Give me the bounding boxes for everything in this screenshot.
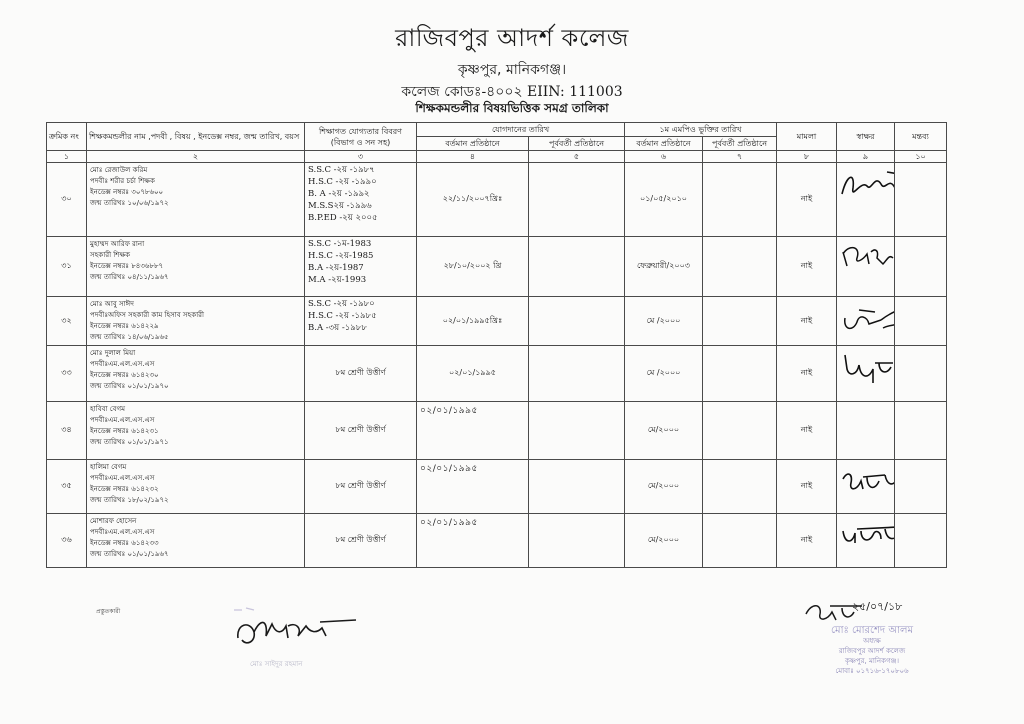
row-teacher-info (87, 346, 305, 402)
header-mpo-previous: পূর্ববর্তী প্রতিষ্ঠানে (703, 137, 777, 151)
row-mpo-current: মে/২০০০ (625, 402, 703, 460)
table-row (47, 163, 947, 237)
column-number: ৬ (625, 151, 703, 163)
row-serial: ৩৪ (47, 402, 87, 460)
teacher-table (46, 122, 947, 568)
row-join-current: ০২/০১/১৯৯৫ (417, 460, 529, 514)
teacher-index: ইনডেক্স নম্বরঃ ৬১৪২৩২ (90, 485, 159, 493)
column-number: ৪ (417, 151, 529, 163)
row-mpo-previous (703, 237, 777, 297)
row-education: ৮ম শ্রেণী উত্তীর্ণ (305, 460, 417, 514)
row-serial: ৩০ (47, 163, 87, 237)
column-number: ১০ (895, 151, 947, 163)
table-row (47, 460, 947, 514)
table-row (47, 514, 947, 568)
row-join-current: ০২/০১/১৯৯৫ (417, 514, 529, 568)
row-teacher-info (87, 514, 305, 568)
teacher-dob: জন্ম তারিখঃ ১৮/০২/১৯৭২ (90, 496, 169, 504)
header-remarks: মন্তব্য (895, 123, 947, 151)
header-mpo-current: বর্তমান প্রতিষ্ঠানে (625, 137, 703, 151)
row-case: নাই (777, 163, 837, 237)
header-joining-date: যোগদানের তারিখ (417, 123, 625, 137)
column-number: ৮ (777, 151, 837, 163)
teacher-name: হালিমা বেগম (90, 463, 127, 471)
education-line: B.A -২য়-1987 (308, 263, 364, 273)
row-teacher-info (87, 297, 305, 346)
row-join-current: ২২/১১/২০০৭খ্রিঃ (417, 163, 529, 237)
row-signature (837, 460, 895, 514)
teacher-designation: পদবীঃঅফিস সহকারী কাম হিসাব সহকারী (90, 311, 204, 319)
header-education: শিক্ষাগত যোগ্যতার বিবরণ (বিভাগ ও সন সহ) (305, 123, 417, 151)
teacher-index: ইনডেক্স নম্বরঃ ৮৪৩৬৮৮৭ (90, 262, 164, 270)
row-mpo-previous (703, 402, 777, 460)
education-line: B. A -২য় -১৯৯২ (308, 189, 370, 199)
row-education (305, 237, 417, 297)
table-row (47, 237, 947, 297)
header-join-previous: পূর্ববর্তী প্রতিষ্ঠানে (529, 137, 625, 151)
row-case: নাই (777, 514, 837, 568)
row-education: ৮ম শ্রেণী উত্তীর্ণ (305, 402, 417, 460)
principal-stamp (792, 600, 952, 676)
row-teacher-info (87, 163, 305, 237)
row-join-previous (529, 237, 625, 297)
college-name: রাজিবপুর আদর্শ কলেজ (395, 24, 629, 52)
row-case: নাই (777, 237, 837, 297)
row-signature (837, 402, 895, 460)
teacher-dob: জন্ম তারিখঃ ০১/০১/১৯৭১ (90, 438, 169, 446)
row-mpo-current: মে/২০০০ (625, 460, 703, 514)
row-join-previous (529, 514, 625, 568)
row-mpo-previous (703, 346, 777, 402)
header-signature: স্বাক্ষর (837, 123, 895, 151)
education-line: B.A -৩য় -১৯৮৮ (308, 323, 367, 333)
row-join-previous (529, 346, 625, 402)
signature-image (839, 463, 895, 499)
column-number: ৯ (837, 151, 895, 163)
left-signature-stamp (232, 602, 362, 668)
teacher-index: ইনডেক্স নম্বরঃ ৩০৭৮৬০০ (90, 188, 164, 196)
row-join-current: ০২/০১/১৯৯৫ (417, 402, 529, 460)
row-mpo-current: ০১/০৫/২০১০ (625, 163, 703, 237)
row-serial: ৩৩ (47, 346, 87, 402)
row-signature (837, 237, 895, 297)
principal-phone: মোবাঃ ০১৭১৬-১৭০৮০৬ (835, 667, 909, 675)
row-mpo-current: মে /২০০০ (625, 346, 703, 402)
row-teacher-info (87, 402, 305, 460)
principal-place: কৃষ্ণপুর, মানিকগঞ্জ। (844, 657, 900, 665)
education-line: H.S.C -২য়-1985 (308, 251, 374, 261)
row-teacher-info (87, 460, 305, 514)
teacher-designation: পদবীঃএম.এল.এস.এস (90, 416, 155, 424)
row-mpo-previous (703, 297, 777, 346)
education-line: S.S.C -১ম-1983 (308, 239, 372, 249)
principal-signature-date: ২৫/০৭/১৮ (852, 600, 903, 613)
teacher-designation: পদবীঃএম.এল.এস.এস (90, 360, 155, 368)
column-number: ৭ (703, 151, 777, 163)
row-mpo-previous (703, 514, 777, 568)
teacher-name: মোঃ দুলাল মিয়া (90, 349, 136, 357)
row-mpo-previous (703, 460, 777, 514)
row-case: নাই (777, 460, 837, 514)
header-join-current: বর্তমান প্রতিষ্ঠানে (417, 137, 529, 151)
row-mpo-current: মে /২০০০ (625, 297, 703, 346)
column-number: ২ (87, 151, 305, 163)
teacher-name: মোঃ রেজাউল করিম (90, 166, 148, 174)
row-mpo-previous (703, 163, 777, 237)
college-address: কৃষ্ণপুর, মানিকগঞ্জ। (457, 62, 567, 78)
row-serial: ৩৫ (47, 460, 87, 514)
teacher-designation: পদবীঃএম.এল.এস.এস (90, 528, 155, 536)
header-serial: ক্রমিক নং (47, 123, 87, 151)
signature-image (839, 240, 895, 274)
signature-image (839, 517, 895, 553)
teacher-name: মুহাম্মদ আরিফ রানা (90, 240, 145, 248)
row-remarks (895, 163, 947, 237)
row-join-previous (529, 163, 625, 237)
row-remarks (895, 346, 947, 402)
teacher-index: ইনডেক্স নম্বরঃ ৬১৪২৩১ (90, 427, 159, 435)
row-case: নাই (777, 346, 837, 402)
row-remarks (895, 514, 947, 568)
education-line: H.S.C -২য় -১৯৮৫ (308, 311, 377, 321)
row-education: ৮ম শ্রেণী উত্তীর্ণ (305, 514, 417, 568)
teacher-index: ইনডেক্স নম্বরঃ ৬১৪২৩৩ (90, 539, 159, 547)
college-code-line: কলেজ কোডঃ-৪০০২ EIIN: 111003 (401, 84, 623, 100)
row-serial: ৩২ (47, 297, 87, 346)
teacher-designation: সহকারী শিক্ষক (90, 251, 131, 259)
row-mpo-current: ফেব্রুয়ারী/২০০৩ (625, 237, 703, 297)
row-join-previous (529, 460, 625, 514)
row-education (305, 163, 417, 237)
column-number: ৩ (305, 151, 417, 163)
teacher-designation: পদবীঃএম.এল.এস.এস (90, 474, 155, 482)
column-number: ১ (47, 151, 87, 163)
education-line: B.P.ED -২য় ২০০৫ (308, 213, 378, 223)
education-line: S.S.C -২য় -১৯৮০ (308, 299, 375, 309)
teacher-dob: জন্ম তারিখঃ ১৪/০৬/১৯৬৫ (90, 333, 169, 341)
signature-image (839, 300, 895, 336)
teacher-dob: জন্ম তারিখঃ ০১/০১/১৯৬৭ (90, 550, 169, 558)
row-signature (837, 163, 895, 237)
table-row (47, 297, 947, 346)
teacher-dob: জন্ম তারিখঃ ০৪/১১/১৯৬৭ (90, 273, 169, 281)
teacher-dob: জন্ম তারিখঃ ১০/০৬/১৯৭২ (90, 199, 169, 207)
row-serial: ৩১ (47, 237, 87, 297)
principal-college: রাজিবপুর আদর্শ কলেজ (838, 647, 906, 655)
header-case: মামলা (777, 123, 837, 151)
header-name-info: শিক্ষকমন্ডলীর নাম ,পদবী , বিষয় , ইনডেক্স নম্বর, জন্ম তারিখ, বয়স (87, 123, 305, 151)
row-case: নাই (777, 297, 837, 346)
teacher-dob: জন্ম তারিখঃ ০১/০১/১৯৭০ (90, 382, 169, 390)
header-mpo-date: ১ম এমপিও ভুক্তির তারিখ (625, 123, 777, 137)
row-remarks (895, 460, 947, 514)
row-signature (837, 297, 895, 346)
row-education: ৮ম শ্রেণী উত্তীর্ণ (305, 346, 417, 402)
principal-name: মোঃ মোরশেদ আলম (830, 625, 914, 636)
teacher-index: ইনডেক্স নম্বরঃ ৬১৪২২৯ (90, 322, 159, 330)
teacher-name: মোশারফ হোসেন (90, 517, 137, 525)
row-remarks (895, 237, 947, 297)
row-signature (837, 514, 895, 568)
row-remarks (895, 297, 947, 346)
table-row (47, 346, 947, 402)
row-join-previous (529, 402, 625, 460)
teacher-name: মোঃ আবু সাঈদ (90, 300, 134, 308)
prepared-by-note: প্রস্তুতকারী (96, 608, 121, 615)
row-case: নাই (777, 402, 837, 460)
signature-image (839, 349, 895, 389)
row-signature (837, 346, 895, 402)
row-remarks (895, 402, 947, 460)
teacher-name: হাবিবা বেগম (90, 405, 125, 413)
signature-image (839, 166, 895, 206)
left-stamp-name: মোঃ সাইদুর রহমান (250, 660, 303, 668)
education-line: H.S.C -২য় -১৯৯০ (308, 177, 377, 187)
education-line: M.A -২য়-1993 (308, 275, 367, 285)
education-line: S.S.C -২য় -১৯৮৭ (308, 165, 375, 175)
row-join-current: ০২/০১/১৯৯৫খ্রিঃ (417, 297, 529, 346)
left-signature-image (232, 602, 362, 654)
row-join-current: ০২/০১/১৯৯৫ (417, 346, 529, 402)
row-teacher-info (87, 237, 305, 297)
teacher-designation: পদবীঃ শরীর চর্চা শিক্ষক (90, 177, 155, 185)
row-mpo-current: মে/২০০০ (625, 514, 703, 568)
row-join-previous (529, 297, 625, 346)
row-serial: ৩৬ (47, 514, 87, 568)
column-number-row (47, 151, 947, 163)
row-education (305, 297, 417, 346)
education-line: M.S.S২য় -১৯৯৬ (308, 201, 372, 211)
row-join-current: ২৮/১০/২০০২ খ্রি (417, 237, 529, 297)
principal-role: অধ্যক্ষ (863, 637, 881, 645)
table-row (47, 402, 947, 460)
list-title: শিক্ষকমন্ডলীর বিষয়ভিত্তিক সমগ্র তালিকা (415, 101, 609, 115)
column-number: ৫ (529, 151, 625, 163)
teacher-index: ইনডেক্স নম্বরঃ ৬১৪২৩০ (90, 371, 159, 379)
